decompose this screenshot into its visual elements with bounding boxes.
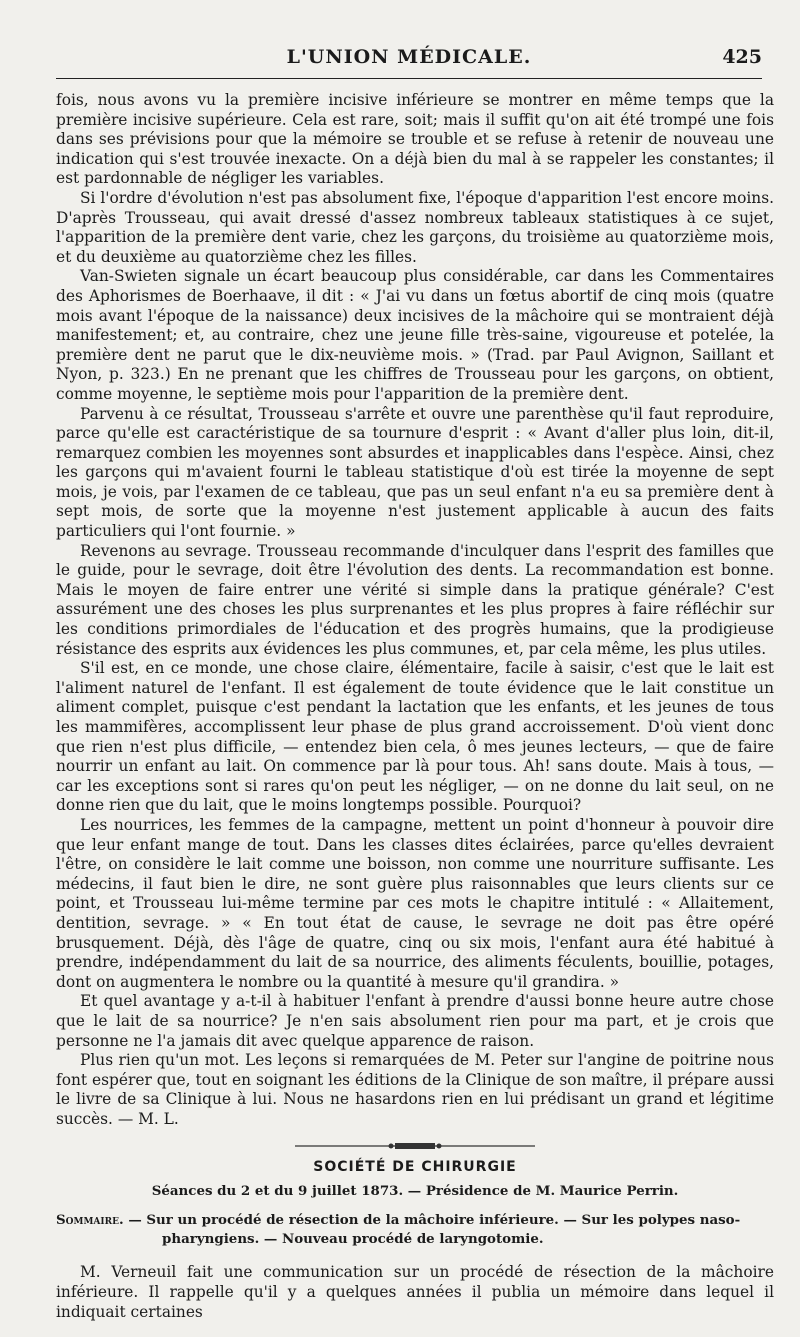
section-title: SOCIÉTÉ DE CHIRURGIE (313, 1159, 517, 1176)
journal-title: L'UNION MÉDICALE. (286, 46, 532, 68)
ornamental-separator (56, 1141, 774, 1151)
summary (56, 1211, 774, 1249)
paragraph-2: Si l'ordre d'évolution n'est pas absolument fixe, l'époque d'apparition l'est encore moins. D'après Trousseau, qui avait dressé d'assez nombreux tableaux statistiques à ce sujet, l'apparition de la première dent varie, chez les garçons, du troisième au quatorzième mois, et du deuxième au quatorzième chez les filles. (56, 188, 774, 266)
paragraph-7: Les nourrices, les femmes de la campagne, mettent un point d'honneur à pouvoir dire que leur enfant mange de tout. Dans les classes dites éclairées, parce qu'elles devraient l'être, on considère le lait comme une boisson, non comme une nourriture suffisante. Les médecins, il faut bien le dire, ne sont guère plus raisonnables que leurs clients sur ce point, et Trousseau lui-même termine par ces mots le chapitre intitulé : « Allaitement, dentition, sevrage. » « En tout état de cause, le sevrage ne doit pas être opéré brusquement. Déjà, dès l'âge de quatre, cinq ou six mois, l'enfant aura été habitué à prendre, indépendamment du lait de sa nourrice, des aliments féculents, bouillie, potages, dont on augmentera le nombre ou la quantité à mesure qu'il grandira. » (56, 815, 774, 991)
summary-label: Sommaire. (56, 1212, 124, 1229)
society-body (56, 1263, 774, 1322)
summary-text: — Sur un procédé de résection de la mâchoire inférieure. — Sur les polypes naso-pharyngiens. — Nouveau procédé de laryngotomie. (128, 1212, 741, 1248)
article-body (56, 91, 774, 1129)
running-header (56, 42, 762, 79)
paragraph-8: Et quel avantage y a-t-il à habituer l'enfant à prendre d'aussi bonne heure autre chose que le lait de sa nourrice? Je n'en sais absolument rien pour ma part, et je crois que personne ne l'a jamais dit avec quelque apparence de raison. (56, 992, 774, 1050)
society-paragraph-1: M. Verneuil fait une communication sur un procédé de résection de la mâchoire inférieure. Il rappelle qu'il y a quelques années il publia un mémoire dans lequel il indiquait certaines (56, 1263, 774, 1321)
paragraph-1: fois, nous avons vu la première incisive inférieure se montrer en même temps que la première incisive supérieure. Cela est rare, soit; mais il suffit qu'on ait été trompé une fois dans ses prévisions pour que la mémoire se trouble et se refuse à retenir de nouveau une indication qui s'est trouvée inexacte. On a déjà bien du mal à se rappeler les constantes; il est pardonnable de négliger les variables. (56, 91, 774, 188)
paragraph-4: Parvenu à ce résultat, Trousseau s'arrête et ouvre une parenthèse qu'il faut reproduire, parce qu'elle est caractéristique de sa tournure d'esprit : « Avant d'aller plus loin, dit-il, remarquez combien les moyennes sont absurdes et inapplicables dans l'espèce. Ainsi, chez les garçons qui m'avaient fourni le tableau statistique d'où est tirée la moyenne de sept mois, je vois, par l'examen de ce tableau, que pas un seul enfant n'a eu sa première dent à sept mois, de sorte que la moyenne n'est justement applicable à aucun des faits particuliers qui l'ont fournie. » (56, 404, 774, 541)
paragraph-9: Plus rien qu'un mot. Les leçons si remarquées de M. Peter sur l'angine de poitrine nous font espérer que, tout en soignant les éditions de la Clinique de son maître, il prépare aussi le livre de sa Clinique à lui. Nous ne hasardons rien en lui prédisant un grand et légitime succès. — M. L. (56, 1051, 774, 1128)
paragraph-6: S'il est, en ce monde, une chose claire, élémentaire, facile à saisir, c'est que le lait est l'aliment naturel de l'enfant. Il est également de toute évidence que le lait constitue un aliment complet, puisque c'est pendant la lactation que les enfants, et les jeunes de tous les mammifères, accomplissent leur phase de plus grand accroissement. D'où vient donc que rien n'est plus difficile, — entendez bien cela, ô mes jeunes lecteurs, — que de faire nourrir un enfant au lait. On commence par là pour tous. Ah! sans doute. Mais à tous, — car les exceptions sont si rares qu'on peut les négliger, — on ne donne du lait seul, on ne donne rien que du lait, que le moins longtemps possible. Pourquoi? (56, 659, 774, 815)
paragraph-3: Van-Swieten signale un écart beaucoup plus considérable, car dans les Commentaires des Aphorismes de Boerhaave, il dit : « J'ai vu dans un fœtus abortif de cinq mois (quatre mois avant l'époque de la naissance) deux incisives de la mâchoire qui se montraient déjà manifestement; et, au contraire, chez une jeune fille très-saine, vigoureuse et potelée, la première dent ne parut que le dix-neuvième mois. » (Trad. par Paul Avignon, Saillant et Nyon, p. 323.) En ne prenant que les chiffres de Trousseau pour les garçons, on obtient, comme moyenne, le septième mois pour l'apparition de la première dent. (56, 267, 774, 403)
session-dates: Séances du 2 et du 9 juillet 1873. — Présidence de M. Maurice Perrin. (151, 1183, 679, 1200)
page-number: 425 (722, 46, 762, 68)
paragraph-5: Revenons au sevrage. Trousseau recommande d'inculquer dans l'esprit des familles que le guide, pour le sevrage, doit être l'évolution des dents. La recommandation est bonne. Mais le moyen de faire entrer une vérité si simple dans la pratique générale? C'est assurément une des choses les plus surprenantes et les plus propres à faire réfléchir sur les conditions primordiales de l'éducation et des progrès humains, que la prodigieuse résistance des esprits aux évidences les plus communes, et, par cela même, les plus utiles. (56, 541, 774, 658)
